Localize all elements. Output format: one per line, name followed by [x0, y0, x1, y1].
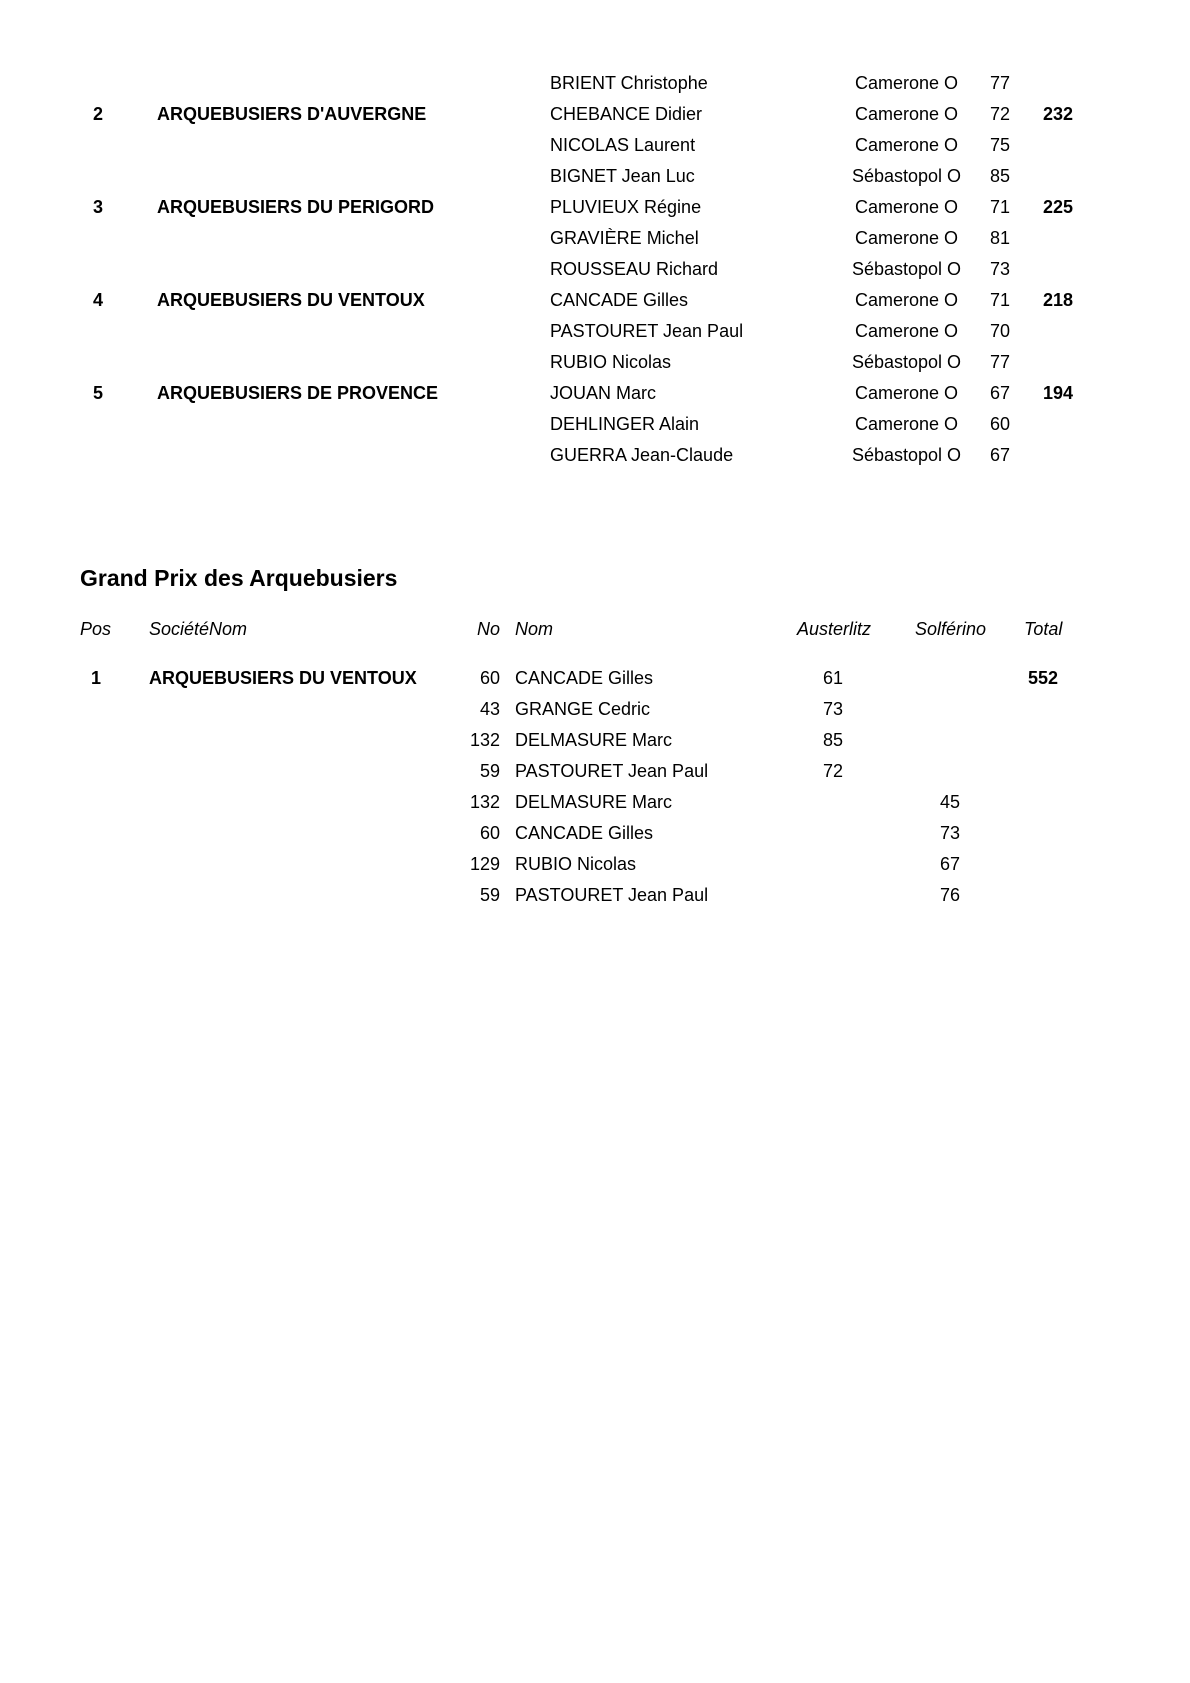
- gp-austerlitz: 73: [823, 699, 844, 719]
- grand-prix-row: [0, 756, 1190, 786]
- header-no: No: [476, 619, 500, 639]
- shooter-name: GUERRA Jean-Claude: [550, 445, 734, 465]
- grand-prix-row: [0, 694, 1190, 724]
- weapon-category: Camerone O: [854, 228, 959, 248]
- gp-name: CANCADE Gilles: [515, 668, 654, 688]
- shooter-score: 71: [990, 290, 1011, 310]
- grand-prix-header-row: [0, 614, 1190, 644]
- team-total: 232: [1043, 104, 1074, 124]
- gp-no: 43: [479, 699, 500, 719]
- team-name: ARQUEBUSIERS DU VENTOUX: [157, 290, 425, 310]
- team-name: ARQUEBUSIERS DE PROVENCE: [157, 383, 439, 403]
- grand-prix-row: [0, 725, 1190, 755]
- gp-no: 132: [469, 730, 500, 750]
- weapon-category: Camerone O: [854, 135, 959, 155]
- shooter-name: PASTOURET Jean Paul: [550, 321, 744, 341]
- gp-austerlitz: 61: [823, 668, 844, 688]
- team-result-row: [0, 192, 1190, 222]
- shooter-name: BIGNET Jean Luc: [550, 166, 695, 186]
- team-result-row: [0, 130, 1190, 160]
- section-title: Grand Prix des Arquebusiers: [80, 565, 398, 591]
- weapon-category: Camerone O: [854, 414, 959, 434]
- shooter-score: 71: [990, 197, 1011, 217]
- team-name: ARQUEBUSIERS D'AUVERGNE: [157, 104, 427, 124]
- weapon-category: Camerone O: [854, 197, 959, 217]
- gp-austerlitz: 85: [823, 730, 844, 750]
- shooter-name: CANCADE Gilles: [550, 290, 689, 310]
- shooter-name: NICOLAS Laurent: [550, 135, 696, 155]
- team-total: 218: [1043, 290, 1074, 310]
- shooter-score: 60: [990, 414, 1011, 434]
- gp-solferino: 67: [940, 854, 961, 874]
- gp-pos: 1: [91, 668, 102, 688]
- team-result-row: [0, 99, 1190, 129]
- header-total: Total: [1024, 619, 1063, 639]
- gp-name: GRANGE Cedric: [515, 699, 651, 719]
- team-result-row: [0, 409, 1190, 439]
- team-result-row: [0, 68, 1190, 98]
- gp-no: 129: [469, 854, 500, 874]
- grand-prix-row: [0, 787, 1190, 817]
- gp-name: DELMASURE Marc: [515, 792, 673, 812]
- shooter-name: GRAVIÈRE Michel: [550, 228, 699, 248]
- gp-name: PASTOURET Jean Paul: [515, 761, 709, 781]
- shooter-score: 85: [990, 166, 1011, 186]
- team-pos: 5: [93, 383, 104, 403]
- team-pos: 3: [93, 197, 104, 217]
- team-result-row: [0, 440, 1190, 470]
- team-pos: 2: [93, 104, 104, 124]
- header-pos: Pos: [80, 619, 112, 639]
- shooter-score: 73: [990, 259, 1011, 279]
- gp-austerlitz: 72: [823, 761, 844, 781]
- weapon-category: Sébastopol O: [851, 445, 962, 465]
- gp-no: 60: [479, 668, 500, 688]
- shooter-name: CHEBANCE Didier: [550, 104, 703, 124]
- shooter-name: ROUSSEAU Richard: [550, 259, 719, 279]
- weapon-category: Sébastopol O: [851, 259, 962, 279]
- weapon-category: Sébastopol O: [851, 166, 962, 186]
- gp-no: 60: [479, 823, 500, 843]
- shooter-score: 77: [990, 73, 1011, 93]
- grand-prix-row: [0, 818, 1190, 848]
- team-result-row: [0, 347, 1190, 377]
- team-result-row: [0, 285, 1190, 315]
- gp-name: DELMASURE Marc: [515, 730, 673, 750]
- header-solferino: Solférino: [915, 619, 987, 639]
- team-total: 225: [1043, 197, 1074, 217]
- grand-prix-row: [0, 880, 1190, 910]
- shooter-name: RUBIO Nicolas: [550, 352, 672, 372]
- shooter-name: DEHLINGER Alain: [550, 414, 700, 434]
- shooter-name: BRIENT Christophe: [550, 73, 708, 93]
- gp-solferino: 45: [940, 792, 961, 812]
- weapon-category: Camerone O: [854, 73, 959, 93]
- gp-name: RUBIO Nicolas: [515, 854, 637, 874]
- header-team: SociétéNom: [149, 619, 248, 639]
- team-pos: 4: [93, 290, 104, 310]
- weapon-category: Camerone O: [854, 104, 959, 124]
- gp-total: 552: [1028, 668, 1059, 688]
- shooter-score: 70: [990, 321, 1011, 341]
- team-result-row: [0, 161, 1190, 191]
- header-austerlitz: Austerlitz: [797, 619, 872, 639]
- team-result-row: [0, 316, 1190, 346]
- team-result-row: [0, 254, 1190, 284]
- gp-no: 132: [469, 792, 500, 812]
- weapon-category: Camerone O: [854, 383, 959, 403]
- gp-team: ARQUEBUSIERS DU VENTOUX: [149, 668, 417, 688]
- shooter-score: 72: [990, 104, 1011, 124]
- shooter-score: 67: [990, 445, 1011, 465]
- gp-name: PASTOURET Jean Paul: [515, 885, 709, 905]
- shooter-name: PLUVIEUX Régine: [550, 197, 702, 217]
- header-name: Nom: [515, 619, 554, 639]
- team-total: 194: [1043, 383, 1074, 403]
- gp-solferino: 73: [940, 823, 961, 843]
- weapon-category: Sébastopol O: [851, 352, 962, 372]
- gp-name: CANCADE Gilles: [515, 823, 654, 843]
- shooter-score: 75: [990, 135, 1011, 155]
- shooter-name: JOUAN Marc: [550, 383, 657, 403]
- team-result-row: [0, 378, 1190, 408]
- team-name: ARQUEBUSIERS DU PERIGORD: [157, 197, 435, 217]
- shooter-score: 67: [990, 383, 1011, 403]
- grand-prix-row: [0, 663, 1190, 693]
- weapon-category: Camerone O: [854, 321, 959, 341]
- gp-solferino: 76: [940, 885, 961, 905]
- team-result-row: [0, 223, 1190, 253]
- gp-no: 59: [479, 761, 500, 781]
- shooter-score: 77: [990, 352, 1011, 372]
- gp-no: 59: [479, 885, 500, 905]
- shooter-score: 81: [990, 228, 1011, 248]
- weapon-category: Camerone O: [854, 290, 959, 310]
- grand-prix-row: [0, 849, 1190, 879]
